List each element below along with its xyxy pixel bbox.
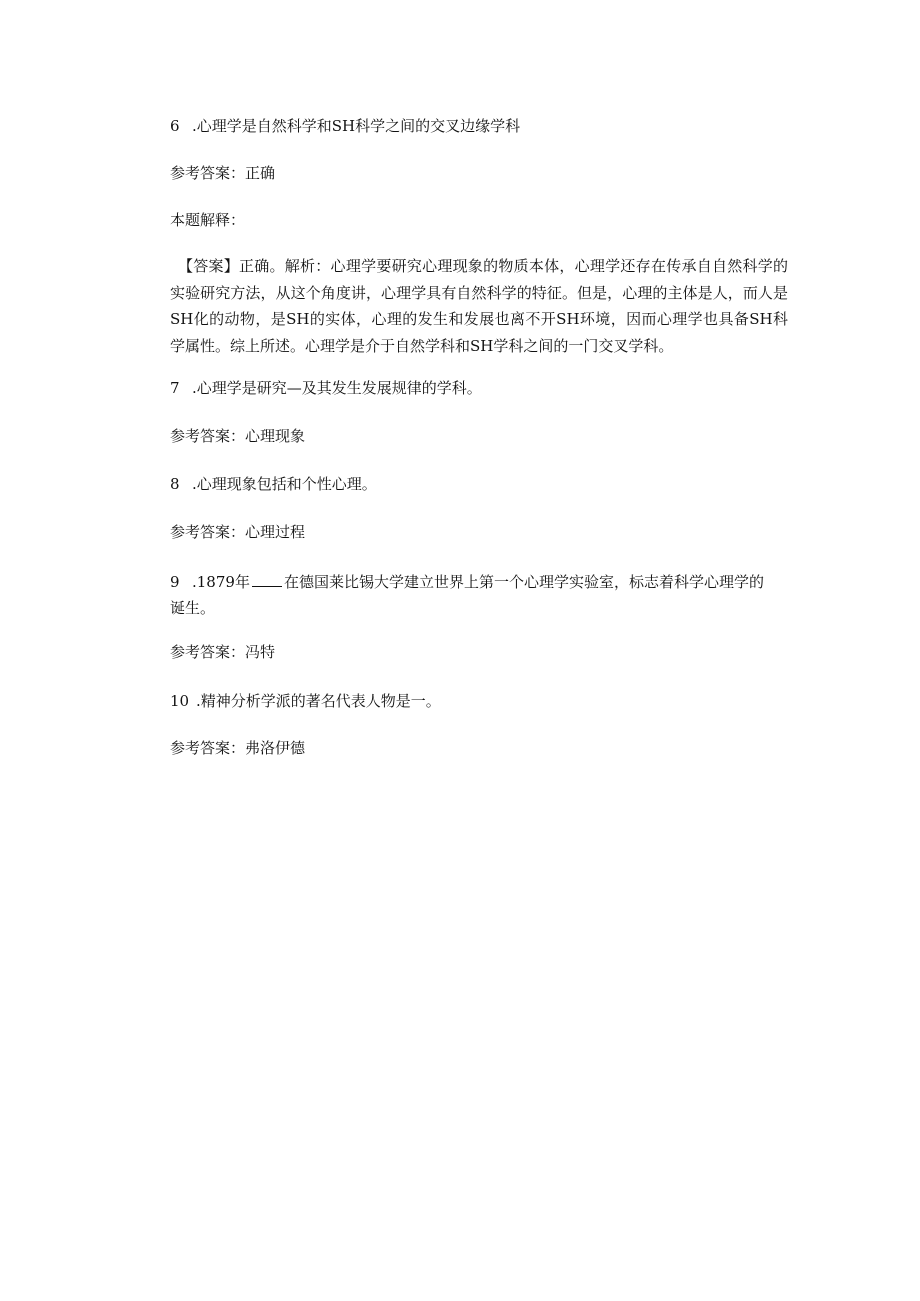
question-text: .心理学是研究—及其发生发展规律的学科。 xyxy=(192,379,482,397)
question-number: 6 xyxy=(170,117,180,135)
question-text-after-blank: 在德国莱比锡大学建立世界上第一个心理学实验室，标志着科学心理学的诞生。 xyxy=(170,573,764,617)
answer-9: 参考答案：冯特 xyxy=(170,643,276,661)
question-number: 9 xyxy=(170,573,180,591)
question-text-before-blank: .1879年 xyxy=(192,573,250,591)
question-6 xyxy=(170,116,520,136)
explanation-text-6: 【答案】正确。解析：心理学要研究心理现象的物质本体，心理学还存在传承自自然科学的实验研究方法，从这个角度讲，心理学具有自然科学的特征。但是，心理的主体是人，而人是SH化的动物，是SH的实体，心理的发生和发展也离不开SH环境，因而心理学也具备SH科学属性。综上所述。心理学是介于自然学科和SH学科之间的一门交叉学科。 xyxy=(170,257,788,355)
answer-8: 参考答案：心理过程 xyxy=(170,523,306,541)
question-number: 7 xyxy=(170,379,180,397)
fill-in-blank xyxy=(252,572,282,587)
question-text: .心理学是自然科学和SH科学之间的交叉边缘学科 xyxy=(192,117,521,135)
question-7 xyxy=(170,378,482,398)
question-text: .精神分析学派的著名代表人物是一。 xyxy=(196,692,441,710)
question-number: 8 xyxy=(170,475,180,493)
answer-10: 参考答案：弗洛伊德 xyxy=(170,739,306,757)
answer-6: 参考答案：正确 xyxy=(170,164,276,182)
question-text: .心理现象包括和个性心理。 xyxy=(192,475,377,493)
question-number: 10 xyxy=(170,692,190,710)
answer-7: 参考答案：心理现象 xyxy=(170,427,306,445)
question-8 xyxy=(170,474,377,494)
question-9 xyxy=(170,569,770,621)
explanation-label-6: 本题解释： xyxy=(170,211,246,229)
question-10 xyxy=(170,691,441,711)
